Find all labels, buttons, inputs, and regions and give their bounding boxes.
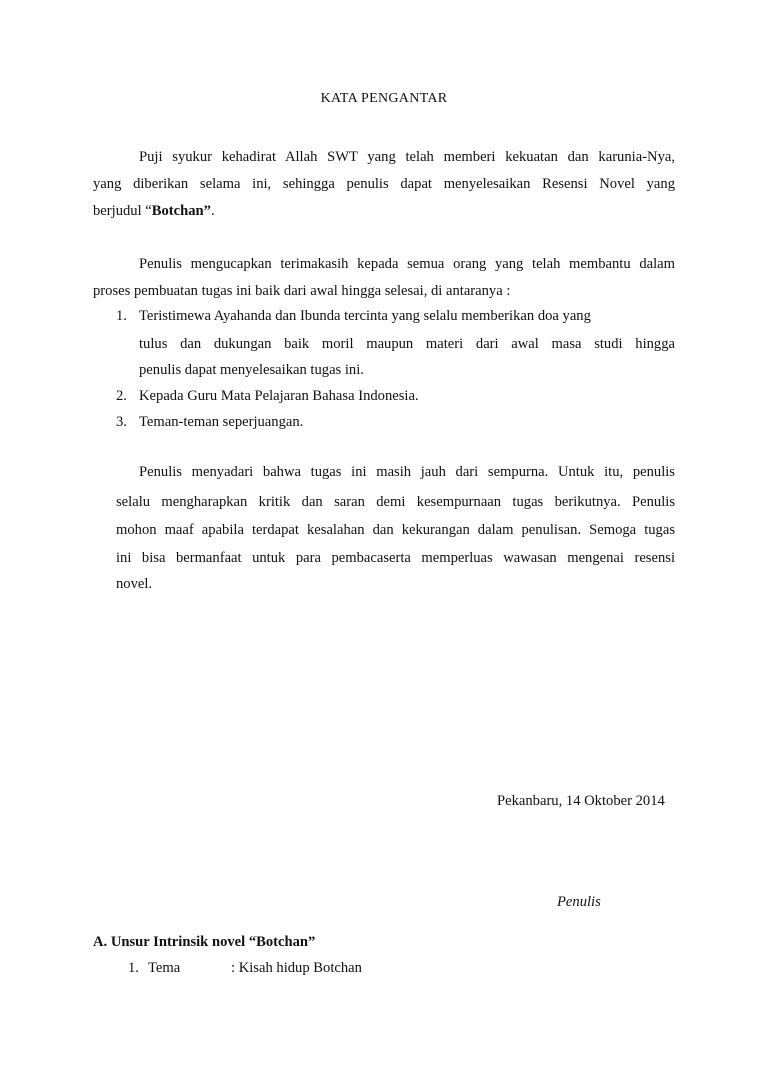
- list-item1-line1: Teristimewa Ayahanda dan Ibunda tercinta yang selalu memberikan doa yang: [139, 308, 591, 324]
- paragraph3-line1: Penulis menyadari bahwa tugas ini masih jauh dari sempurna. Untuk itu, penulis: [139, 464, 675, 480]
- list-item-number: 2.: [116, 388, 127, 404]
- place-date: Pekanbaru, 14 Oktober 2014: [497, 793, 665, 809]
- list-item-number: 1.: [116, 308, 127, 324]
- section-a-item-value: : Kisah hidup Botchan: [231, 960, 362, 976]
- paragraph1-line3-suffix: .: [210, 203, 215, 219]
- paragraph1-line2: yang diberikan selama ini, sehingga penulis dapat menyelesaikan Resensi Novel yang: [93, 176, 675, 192]
- paragraph3-line4: ini bisa bermanfaat untuk para pembacaserta memperluas wawasan mengenai resensi: [116, 550, 675, 566]
- list-item2-line1: Kepada Guru Mata Pelajaran Bahasa Indonesia.: [139, 388, 419, 404]
- paragraph3-line2: selalu mengharapkan kritik dan saran demi kesempurnaan tugas berikutnya. Penulis: [116, 494, 675, 510]
- paragraph2-line2: proses pembuatan tugas ini baik dari awal hingga selesai, di antaranya :: [93, 283, 511, 299]
- paragraph1-line1: Puji syukur kehadirat Allah SWT yang telah memberi kekuatan dan karunia-Nya,: [139, 149, 675, 165]
- paragraph3-line5: novel.: [116, 576, 153, 592]
- novel-title-bold: Botchan”: [151, 203, 211, 219]
- list-item1-line3: penulis dapat menyelesaikan tugas ini.: [139, 362, 364, 378]
- page-title: KATA PENGANTAR: [320, 91, 448, 106]
- list-item3-line1: Teman-teman seperjuangan.: [139, 414, 304, 430]
- paragraph3-line3: mohon maaf apabila terdapat kesalahan dan kekurangan dalam penulisan. Semoga tugas: [116, 522, 675, 538]
- list-item-number: 3.: [116, 414, 127, 430]
- section-a-item-label: Tema: [148, 960, 181, 976]
- section-a-heading: A. Unsur Intrinsik novel “Botchan”: [93, 934, 316, 950]
- paragraph1-line3: [93, 201, 215, 221]
- list-item1-line2: tulus dan dukungan baik moril maupun materi dari awal masa studi hingga: [139, 336, 675, 352]
- section-a-item-number: 1.: [128, 960, 139, 976]
- signature-author: Penulis: [557, 894, 601, 910]
- paragraph1-line3-prefix: berjudul “: [93, 203, 152, 219]
- paragraph2-line1: Penulis mengucapkan terimakasih kepada semua orang yang telah membantu dalam: [139, 256, 675, 272]
